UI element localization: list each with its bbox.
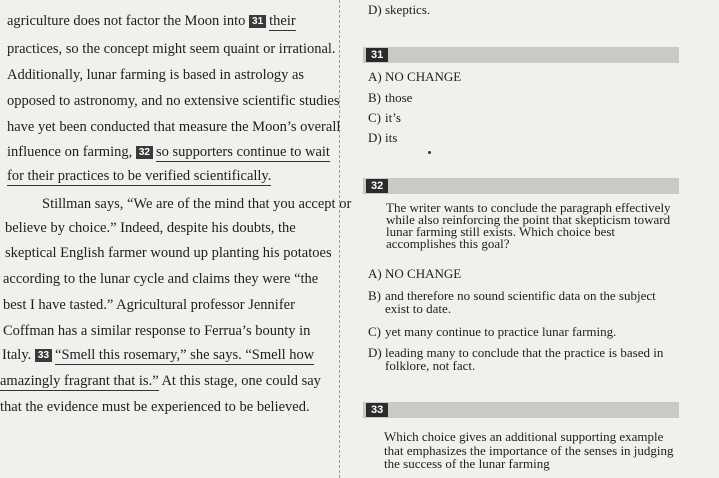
passage-line bbox=[7, 167, 271, 185]
underlined-text-31[interactable]: their bbox=[269, 13, 296, 29]
answer-option-31-c[interactable] bbox=[368, 110, 401, 125]
answer-option-30-d[interactable] bbox=[368, 2, 430, 17]
passage-text: influence on farming, bbox=[7, 144, 136, 160]
passage-line: believe by choice.” Indeed, despite his doubts, the bbox=[5, 220, 296, 236]
question-prompt-33: Which choice gives an additional supporting example that emphasizes the importance of the senses in judging the success of the lunar farming bbox=[384, 429, 674, 471]
option-text: its bbox=[385, 130, 398, 145]
answer-option-31-d[interactable] bbox=[368, 130, 397, 145]
option-letter: A) bbox=[368, 69, 382, 84]
option-text: NO CHANGE bbox=[385, 266, 462, 281]
passage-line: Stillman says, “We are of the mind that you accept or bbox=[42, 196, 352, 212]
passage-line bbox=[2, 346, 314, 364]
question-number: 33 bbox=[366, 403, 388, 417]
answer-option-32-a[interactable] bbox=[368, 266, 461, 281]
underlined-text-32-cont[interactable]: for their practices to be verified scientifically. bbox=[7, 168, 272, 184]
option-letter: B) bbox=[368, 90, 381, 105]
passage-line bbox=[0, 372, 321, 390]
option-text: those bbox=[385, 90, 413, 105]
question-marker-32[interactable]: 32 bbox=[136, 146, 153, 159]
question-prompt-32: The writer wants to conclude the paragraph effectively while also reinforcing the point that skepticism toward lunar farming still exists. Which choice best accomplishes this goal? bbox=[386, 200, 671, 251]
answer-option-32-b[interactable] bbox=[368, 289, 675, 315]
passage-line: have yet been conducted that measure the Moon’s overall bbox=[7, 119, 341, 135]
answer-option-32-c[interactable] bbox=[368, 324, 616, 339]
passage-line: according to the lunar cycle and claims they were “the bbox=[3, 271, 319, 287]
question-marker-33[interactable]: 33 bbox=[35, 349, 52, 362]
passage-line bbox=[7, 143, 330, 161]
passage-line: practices, so the concept might seem quaint or irrational. bbox=[7, 41, 336, 57]
question-number: 32 bbox=[366, 179, 388, 193]
option-text: it’s bbox=[385, 110, 401, 125]
question-marker-31[interactable]: 31 bbox=[249, 15, 266, 28]
underlined-text-33-cont[interactable]: amazingly fragrant that is.” bbox=[0, 373, 159, 389]
answer-option-32-d[interactable] bbox=[368, 346, 675, 372]
answer-option-31-a[interactable] bbox=[368, 69, 461, 84]
option-letter: B) bbox=[368, 288, 381, 303]
option-letter: D) bbox=[368, 130, 382, 145]
option-text: and therefore no sound scientific data on the subject exist to date. bbox=[385, 288, 656, 316]
question-header-31 bbox=[363, 47, 679, 63]
option-letter: C) bbox=[368, 324, 381, 339]
column-divider bbox=[339, 0, 340, 478]
underlined-text-32[interactable]: so supporters continue to wait bbox=[155, 144, 330, 160]
question-header-33 bbox=[363, 402, 679, 418]
selection-dot bbox=[428, 151, 431, 154]
passage-text: At this stage, one could say bbox=[158, 373, 321, 389]
passage-line: skeptical English farmer wound up planting his potatoes bbox=[5, 245, 332, 261]
underlined-text-33[interactable]: “Smell this rosemary,” she says. “Smell how bbox=[55, 347, 315, 363]
option-letter: D) bbox=[368, 345, 382, 360]
passage-line: Coffman has a similar response to Ferrua’s bounty in bbox=[3, 323, 311, 339]
option-text: leading many to conclude that the practice is based in folklore, not fact. bbox=[385, 345, 664, 373]
passage-text: Italy. bbox=[2, 347, 35, 363]
option-letter: C) bbox=[368, 110, 381, 125]
passage-line: best I have tasted.” Agricultural professor Jennifer bbox=[3, 297, 295, 313]
option-text: yet many continue to practice lunar farming. bbox=[385, 324, 617, 339]
question-header-32 bbox=[363, 178, 679, 194]
passage-text: agriculture does not factor the Moon into bbox=[7, 13, 250, 29]
answer-option-31-b[interactable] bbox=[368, 90, 412, 105]
option-letter: D) bbox=[368, 2, 382, 17]
passage-line: that the evidence must be experienced to be believed. bbox=[0, 399, 310, 415]
question-number: 31 bbox=[366, 48, 388, 62]
passage-line bbox=[7, 12, 296, 30]
option-text: skeptics. bbox=[385, 2, 431, 17]
passage-line: opposed to astronomy, and no extensive scientific studies bbox=[7, 93, 340, 109]
option-letter: A) bbox=[368, 266, 382, 281]
passage-line: Additionally, lunar farming is based in astrology as bbox=[7, 67, 305, 83]
option-text: NO CHANGE bbox=[385, 69, 462, 84]
